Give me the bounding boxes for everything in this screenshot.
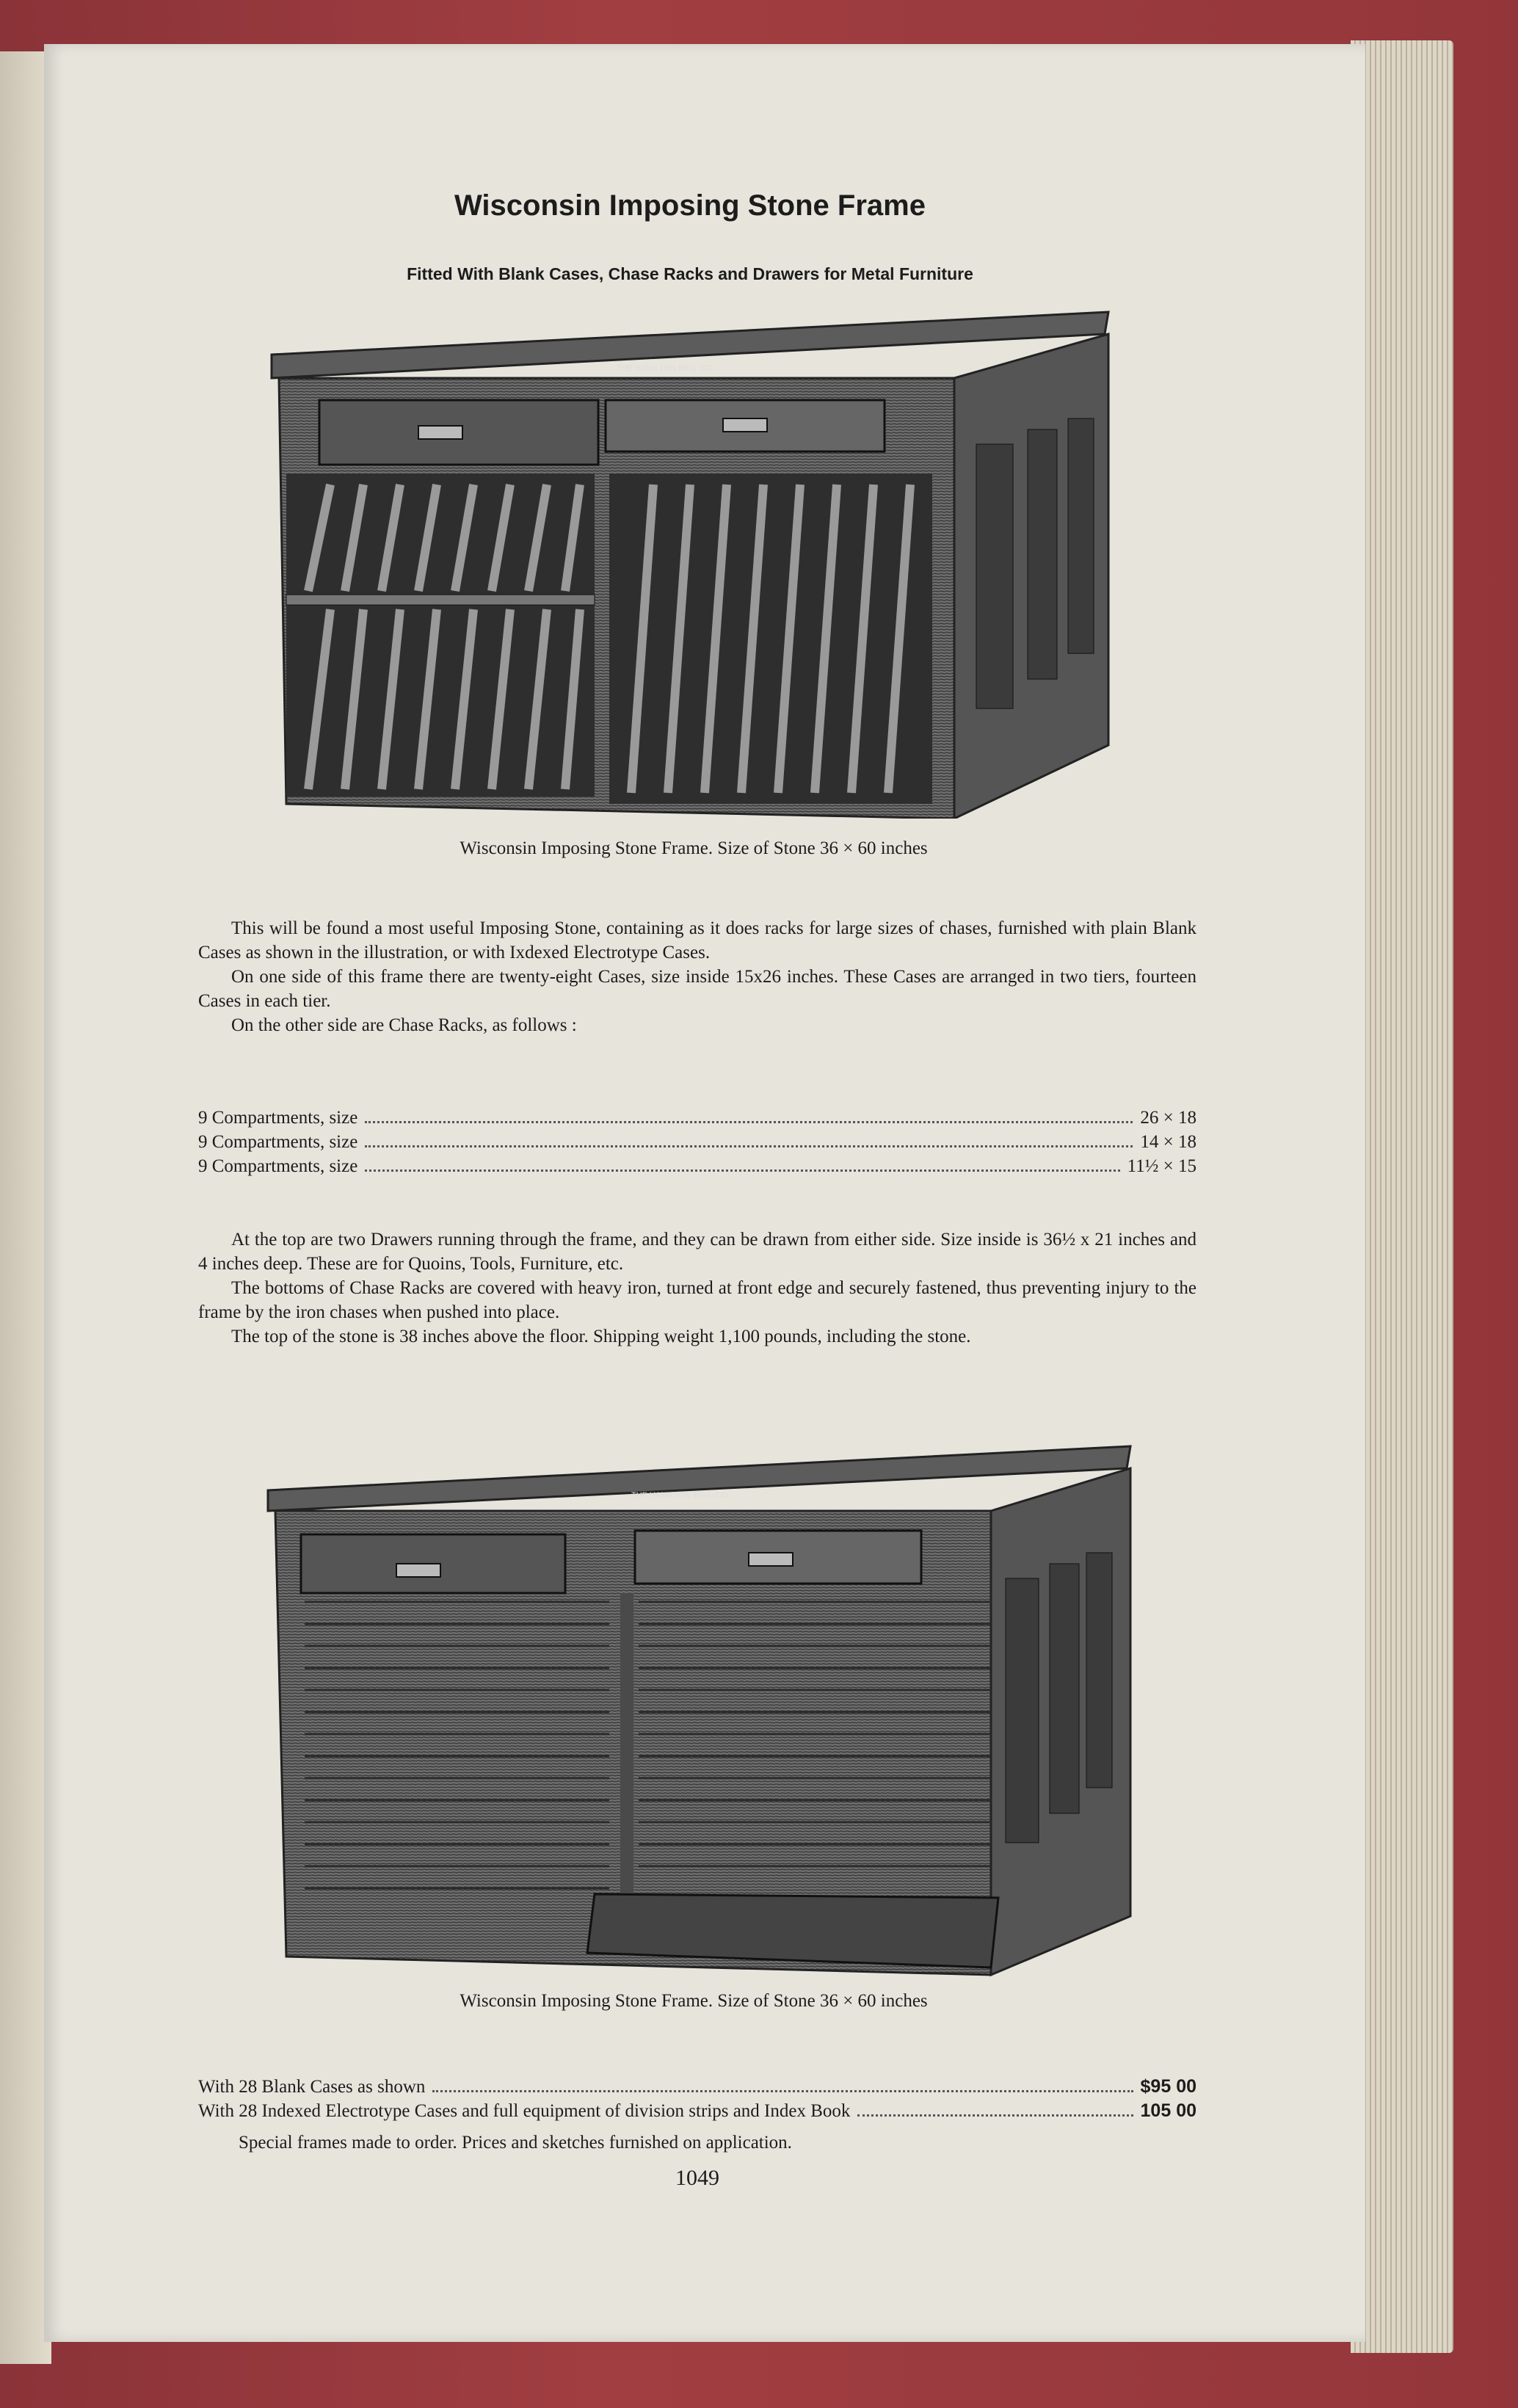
page-title: Wisconsin Imposing Stone Frame [454, 189, 926, 222]
intro-paragraph-1: This will be found a most useful Imposing Stone, containing as it does racks for large sizes of chases, furnished with plain Blank Cases as shown in the illustration, or with Ixdexed Electrotype Cases. [198, 918, 1196, 962]
page-subtitle: Fitted With Blank Cases, Chase Racks and Drawers for Metal Furniture [407, 264, 973, 283]
details-paragraph-2: The bottoms of Chase Racks are covered with heavy iron, turned at front edge and securely fastened, thus preventing injury to the frame by the iron chases when pushed into place. [198, 1278, 1196, 1322]
details-text [198, 1227, 1196, 1349]
price-row: With 28 Blank Cases as shown $95 00 [198, 2076, 1196, 2097]
intro-text [198, 916, 1196, 1037]
details-paragraph-3: The top of the stone is 38 inches above the floor. Shipping weight 1,100 pounds, including the stone. [231, 1327, 971, 1346]
compartment-row: 9 Compartments, size 26 × 18 [198, 1108, 1196, 1128]
figure-blank-cases [264, 1439, 1138, 1982]
page-number: 1049 [675, 2166, 719, 2190]
special-order-note: Special frames made to order. Prices and sketches furnished on application. [239, 2133, 792, 2153]
figure1-caption: Wisconsin Imposing Stone Frame. Size of Stone 36 × 60 inches [460, 838, 928, 858]
figure-chase-racks [264, 305, 1116, 819]
intro-paragraph-2: On one side of this frame there are twenty-eight Cases, size inside 15x26 inches. These Cases are arranged in two tiers, fourteen Cases in each tier. [198, 967, 1196, 1011]
maker-plate: THE HAMILTON MFG. CO. [631, 1491, 730, 1500]
compartment-row: 9 Compartments, size 11½ × 15 [198, 1156, 1196, 1176]
price-row: With 28 Indexed Electrotype Cases and full equipment of division strips and Index Book 105 00 [198, 2100, 1196, 2121]
compartment-row: 9 Compartments, size 14 × 18 [198, 1132, 1196, 1152]
intro-paragraph-3: On the other side are Chase Racks, as follows : [231, 1015, 577, 1035]
details-paragraph-1: At the top are two Drawers running through the frame, and they can be drawn from either side. Size inside is 36½ x 21 inches and 4 inches deep. These are for Quoins, Tools, Furniture, etc. [198, 1230, 1196, 1274]
compartment-list [198, 1106, 1196, 1178]
figure2-caption: Wisconsin Imposing Stone Frame. Size of Stone 36 × 60 inches [460, 1991, 928, 2011]
price-list [198, 2075, 1196, 2123]
maker-plate: THE HAMILTON MFG. CO. [617, 364, 716, 373]
